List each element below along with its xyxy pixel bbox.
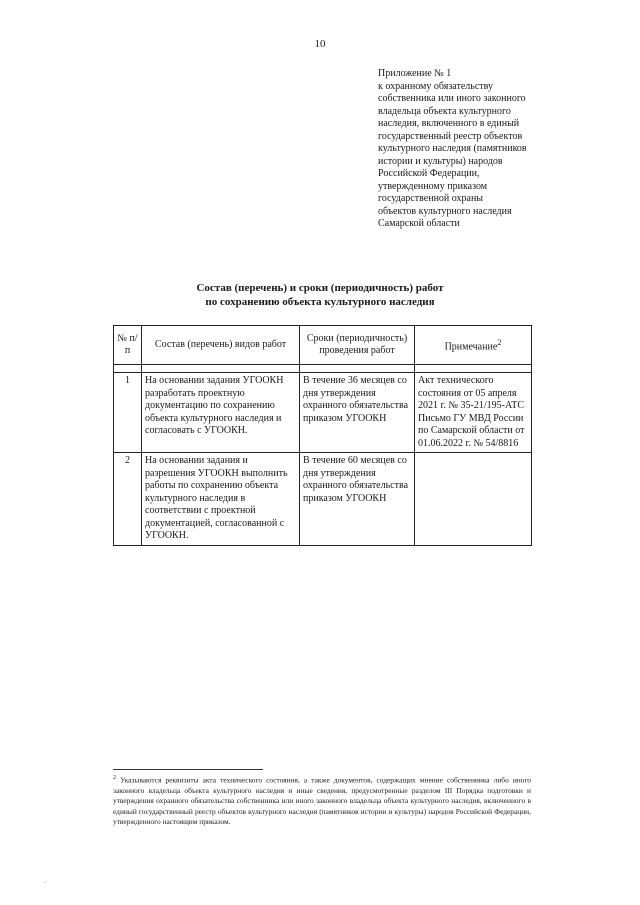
table-row <box>114 373 532 453</box>
appendix-line: государственный реестр объектов <box>378 130 523 142</box>
appendix-line: Приложение № 1 <box>378 68 452 79</box>
appendix-reference <box>378 68 578 231</box>
appendix-line: культурного наследия (памятников <box>378 143 527 154</box>
appendix-line: собственника или иного законного <box>378 93 526 104</box>
row-works: На основании задания и разрешения УГООКН выполнить работы по сохранению объекта культурного наследия в соответствии с проектной документацией, согласованной с УГООКН. <box>142 453 300 546</box>
header-note-footnote-ref: 2 <box>497 337 502 347</box>
footnote-divider <box>113 769 263 770</box>
row-note <box>415 453 532 546</box>
works-table <box>113 325 532 546</box>
footnote-text: Указываются реквизиты акта технического состояния, а также документов, содержащих мнение собственника либо иного законного владельца объекта культурного наследия и иные сведения, предусмотренные разделом III Порядка подготовки и утверждения охранного обязательства собственника или иного законного владельца объекта культурного наследия, включенного в единый государственный реестр объектов культурного наследия (памятников истории и культуры) народов Российской Федерации, утвержденного настоящим приказом. <box>113 775 531 827</box>
table-header-row <box>114 326 532 365</box>
appendix-line: владельца объекта культурного <box>378 105 511 117</box>
row-terms: В течение 60 месяцев со дня утверждения охранного обязательства приказом УГООКН <box>300 453 415 546</box>
footnote <box>113 773 531 828</box>
scan-mark: . <box>44 876 46 885</box>
header-note <box>415 326 532 365</box>
appendix-line: наследия, включенного в единый <box>378 118 520 129</box>
row-note: Акт технического состояния от 05 апреля 2021 г. № 35-21/195-АТС Письмо ГУ МВД России по Самарской области от 01.06.2022 г. № 54/8816 <box>415 373 532 453</box>
row-works: На основании задания УГООКН разработать проектную документацию по сохранению объекта культурного наследия и согласовать с УГООКН. <box>142 373 300 453</box>
title-line: Состав (перечень) и сроки (периодичность) работ <box>196 282 444 294</box>
row-number: 1 <box>114 373 142 453</box>
appendix-line: Российской Федерации, <box>378 168 480 179</box>
header-note-label: Примечание <box>444 340 498 352</box>
row-terms: В течение 36 месяцев со дня утверждения охранного обязательства приказом УГООКН <box>300 373 415 453</box>
appendix-line: государственной охраны <box>378 193 484 204</box>
table-gap-row <box>114 365 532 373</box>
appendix-line: объектов культурного наследия <box>378 205 512 217</box>
title-line: по сохранению объекта культурного наследия <box>205 296 435 308</box>
appendix-line: утвержденному приказом <box>378 180 488 192</box>
appendix-line: истории и культуры) народов <box>378 155 503 167</box>
page-number: 10 <box>314 38 326 50</box>
appendix-line: к охранному обязательству <box>378 80 494 92</box>
header-terms: Сроки (периодичность) проведения работ <box>300 326 415 365</box>
header-number: № п/п <box>114 326 142 365</box>
footnote-marker: 2 <box>113 775 116 781</box>
table-row <box>114 453 532 546</box>
appendix-line: Самарской области <box>378 218 460 229</box>
row-number: 2 <box>114 453 142 546</box>
header-works: Состав (перечень) видов работ <box>142 326 300 365</box>
document-title <box>0 281 640 309</box>
